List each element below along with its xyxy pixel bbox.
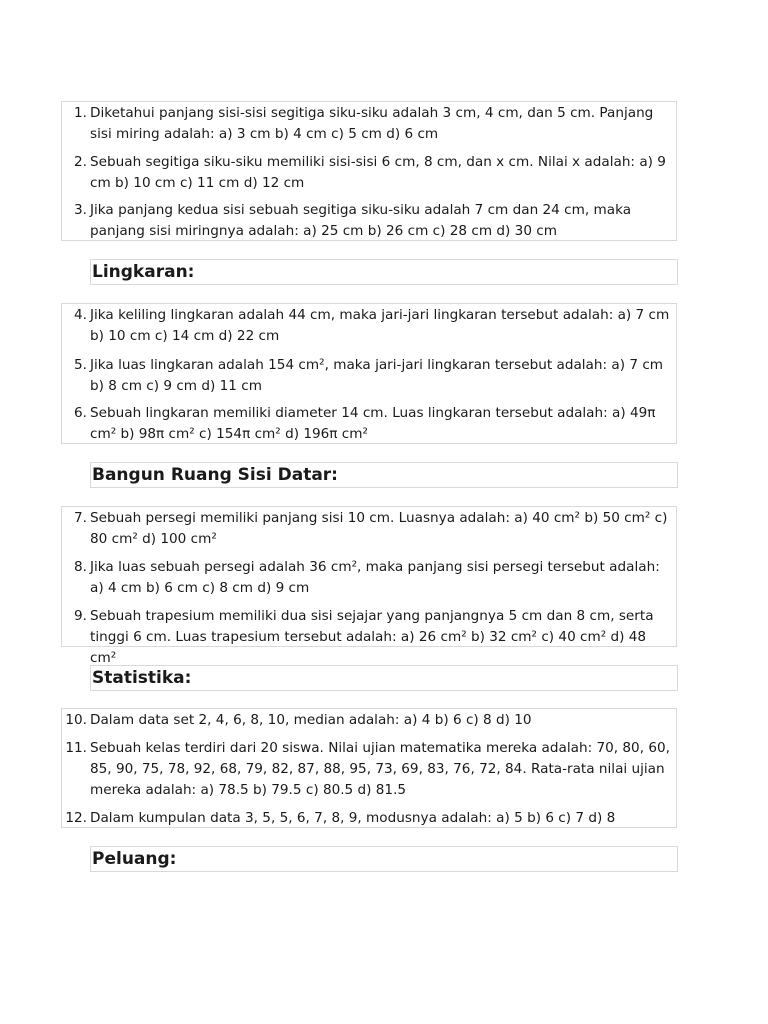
section-heading-peluang: Peluang: bbox=[90, 846, 678, 872]
list-item bbox=[62, 103, 676, 145]
section-heading-bangun-ruang: Bangun Ruang Sisi Datar: bbox=[90, 462, 678, 488]
question-text: Sebuah trapesium memiliki dua sisi sejajar yang panjangnya 5 cm dan 8 cm, serta tinggi 6 cm. Luas trapesium tersebut adalah: a) 26 cm² b) 32 cm² c) 40 cm² d) 48 cm² bbox=[90, 608, 654, 666]
list-item bbox=[62, 738, 676, 801]
question-box-1 bbox=[61, 101, 677, 241]
question-text: Jika panjang kedua sisi sebuah segitiga siku-siku adalah 7 cm dan 24 cm, maka panjang sisi miringnya adalah: a) 25 cm b) 26 cm c) 28 cm d) 30 cm bbox=[90, 202, 632, 239]
question-number: 1. bbox=[74, 105, 87, 121]
question-text: Sebuah persegi memiliki panjang sisi 10 cm. Luasnya adalah: a) 40 cm² b) 50 cm² c) 80 cm² d) 100 cm² bbox=[90, 510, 668, 547]
question-text: Sebuah segitiga siku-siku memiliki sisi-sisi 6 cm, 8 cm, dan x cm. Nilai x adalah: a) 9 cm b) 10 cm c) 11 cm d) 12 cm bbox=[90, 154, 666, 191]
question-number: 11. bbox=[65, 740, 87, 756]
list-item bbox=[62, 152, 676, 194]
question-box-3 bbox=[61, 506, 677, 666]
question-number: 4. bbox=[74, 307, 87, 323]
question-number: 2. bbox=[74, 154, 87, 170]
question-number: 12. bbox=[65, 810, 87, 826]
question-text: Dalam kumpulan data 3, 5, 5, 6, 7, 8, 9, modusnya adalah: a) 5 b) 6 c) 7 d) 8 bbox=[90, 810, 616, 826]
question-text: Jika luas lingkaran adalah 154 cm², maka jari-jari lingkaran tersebut adalah: a) 7 cm b) 8 cm c) 9 cm d) 11 cm bbox=[90, 357, 664, 394]
section-heading-lingkaran: Lingkaran: bbox=[90, 259, 678, 285]
question-number: 7. bbox=[74, 510, 87, 526]
question-text: Jika keliling lingkaran adalah 44 cm, maka jari-jari lingkaran tersebut adalah: a) 7 cm b) 10 cm c) 14 cm d) 22 cm bbox=[90, 307, 670, 344]
list-item bbox=[62, 808, 676, 829]
list-item bbox=[62, 305, 676, 347]
question-number: 8. bbox=[74, 559, 87, 575]
question-text: Dalam data set 2, 4, 6, 8, 10, median adalah: a) 4 b) 6 c) 8 d) 10 bbox=[90, 712, 532, 728]
question-box-4 bbox=[61, 708, 677, 828]
list-item bbox=[62, 508, 676, 550]
list-item bbox=[62, 403, 676, 445]
question-text: Diketahui panjang sisi-sisi segitiga siku-siku adalah 3 cm, 4 cm, dan 5 cm. Panjang sisi miring adalah: a) 3 cm b) 4 cm c) 5 cm d) 6 cm bbox=[90, 105, 654, 142]
question-number: 6. bbox=[74, 405, 87, 421]
list-item bbox=[62, 557, 676, 599]
list-item bbox=[62, 200, 676, 242]
section-heading-statistika: Statistika: bbox=[90, 665, 678, 691]
question-box-2 bbox=[61, 303, 677, 444]
question-number: 10. bbox=[65, 712, 87, 728]
question-number: 9. bbox=[74, 608, 87, 624]
list-item bbox=[62, 606, 676, 666]
question-number: 3. bbox=[74, 202, 87, 218]
list-item bbox=[62, 355, 676, 397]
question-text: Sebuah lingkaran memiliki diameter 14 cm. Luas lingkaran tersebut adalah: a) 49π cm² b) 98π cm² c) 154π cm² d) 196π cm² bbox=[90, 405, 656, 442]
question-text: Jika luas sebuah persegi adalah 36 cm², maka panjang sisi persegi tersebut adalah: a) 4 cm b) 6 cm c) 8 cm d) 9 cm bbox=[90, 559, 660, 596]
question-number: 5. bbox=[74, 357, 87, 373]
question-text: Sebuah kelas terdiri dari 20 siswa. Nilai ujian matematika mereka adalah: 70, 80, 60, 85, 90, 75, 78, 92, 68, 79, 82, 87, 88, 95, 73, 69, 83, 76, 72, 84. Rata-rata nilai ujian mereka adalah: a) 78.5 b) 79.5 c) 80.5 d) 81.5 bbox=[90, 740, 670, 798]
list-item bbox=[62, 710, 676, 731]
